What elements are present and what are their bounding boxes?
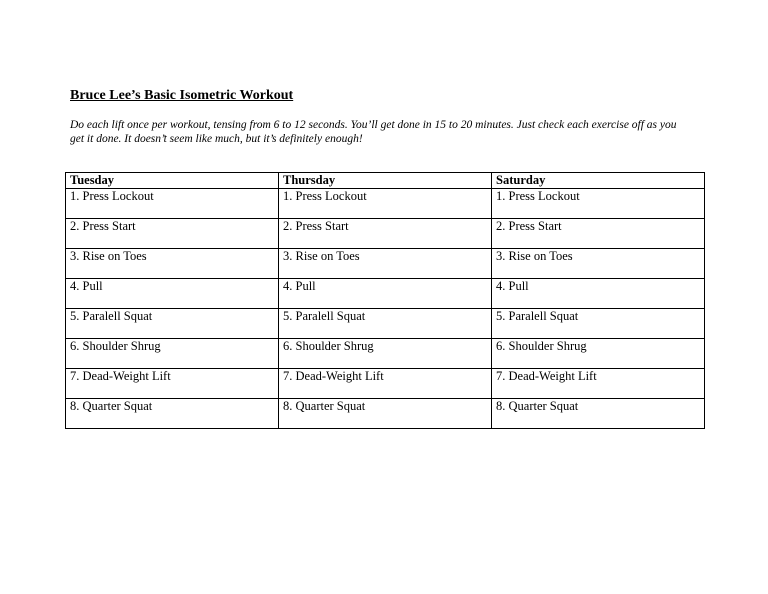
table-cell: 5. Paralell Squat — [492, 309, 705, 339]
table-header-row — [66, 173, 705, 189]
header-saturday: Saturday — [492, 173, 705, 189]
table-cell: 2. Press Start — [279, 219, 492, 249]
table-cell: 6. Shoulder Shrug — [279, 339, 492, 369]
table-cell: 8. Quarter Squat — [492, 399, 705, 429]
table-row — [66, 279, 705, 309]
workout-table — [65, 172, 705, 429]
table-cell: 1. Press Lockout — [66, 189, 279, 219]
intro-line: get it done. It doesn’t seem like much, but it’s definitely enough! — [70, 133, 363, 145]
table-cell: 4. Pull — [66, 279, 279, 309]
table-cell: 8. Quarter Squat — [66, 399, 279, 429]
table-cell: 7. Dead-Weight Lift — [492, 369, 705, 399]
table-cell: 7. Dead-Weight Lift — [279, 369, 492, 399]
table-cell: 3. Rise on Toes — [66, 249, 279, 279]
table-row — [66, 309, 705, 339]
table-cell: 4. Pull — [279, 279, 492, 309]
table-cell: 5. Paralell Squat — [279, 309, 492, 339]
table-row — [66, 339, 705, 369]
table-cell: 5. Paralell Squat — [66, 309, 279, 339]
header-tuesday: Tuesday — [66, 173, 279, 189]
header-thursday: Thursday — [279, 173, 492, 189]
table-cell: 3. Rise on Toes — [279, 249, 492, 279]
intro-line: Do each lift once per workout, tensing from 6 to 12 seconds. You’ll get done in 15 to 20 minutes. Just check each exercise off as you — [70, 119, 677, 131]
table-row — [66, 249, 705, 279]
table-row — [66, 399, 705, 429]
table-cell: 4. Pull — [492, 279, 705, 309]
table-cell: 2. Press Start — [492, 219, 705, 249]
table-row — [66, 189, 705, 219]
table-row — [66, 219, 705, 249]
table-cell: 1. Press Lockout — [279, 189, 492, 219]
intro-paragraph — [70, 118, 710, 146]
table-cell: 2. Press Start — [66, 219, 279, 249]
table-cell: 3. Rise on Toes — [492, 249, 705, 279]
table-cell: 7. Dead-Weight Lift — [66, 369, 279, 399]
table-row — [66, 369, 705, 399]
table-cell: 1. Press Lockout — [492, 189, 705, 219]
table-cell: 6. Shoulder Shrug — [66, 339, 279, 369]
table-cell: 6. Shoulder Shrug — [492, 339, 705, 369]
document-title: Bruce Lee’s Basic Isometric Workout — [70, 88, 294, 103]
table-cell: 8. Quarter Squat — [279, 399, 492, 429]
